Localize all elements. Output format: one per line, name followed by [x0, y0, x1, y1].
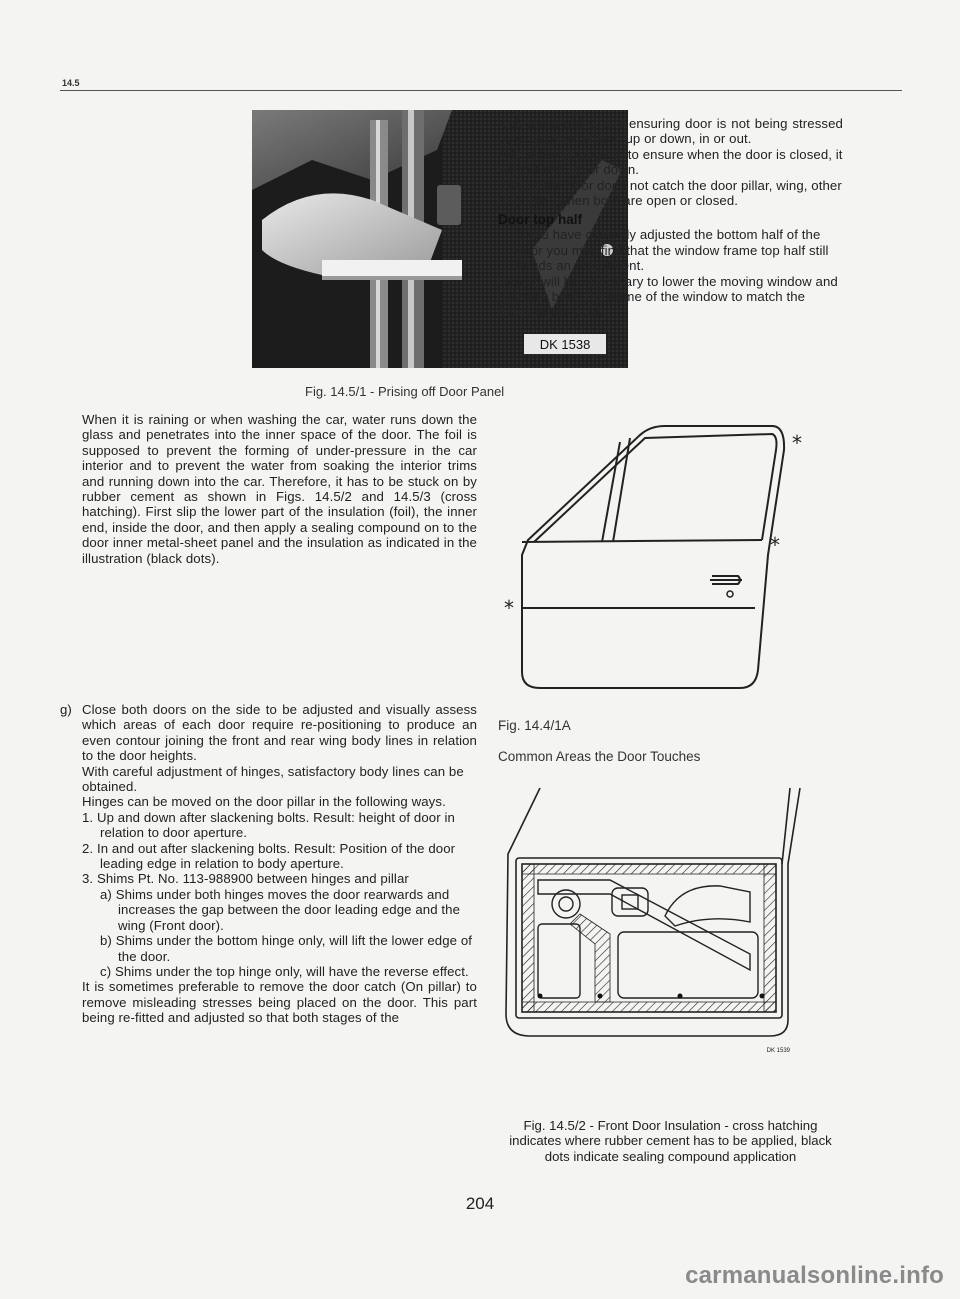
window-paragraph: Here it will be necessary to lower the moving window and carefully bend the frame of the window to match the frame of the door. — [498, 273, 838, 320]
closing-paragraph: It is sometimes preferable to remove the door catch (On pillar) to remove misleading stresses being placed on the door. This part being re-fitted and adjusted so that both stages of the — [82, 979, 477, 1026]
lock-paragraph: lock are working and ensuring door is not being stressed by excessive tension up or down, in or out. — [498, 116, 843, 147]
shim-item-b: b) Shims under the bottom hinge only, will lift the lower edge of the door. — [100, 933, 473, 964]
left-column — [82, 412, 477, 566]
step-g-text2: With careful adjustment of hinges, satisfactory body lines can be obtained. — [82, 763, 464, 795]
hinge-item-1: 1. Up and down after slackening bolts. Result: height of door in relation to door aperture. — [82, 809, 455, 841]
insulation-paragraph: When it is raining or when washing the car, water runs down the glass and penetrates into the inner space of the door. The foil is supposed to prevent the forming of under-pressure in the car interior and to prevent the water from soaking the interior trims and running down into the car. Therefore, it has to be stuck on by rubber cement as shown in Figs. 14.5/2 and 14.5/3 (cross hatching). First slip the lower part of the insulation (foil), the inner end, inside the door, and then apply a sealing compound on to the door inner metal-sheet panel and the insulation as indicated in the illustration (black dots). — [82, 412, 477, 566]
hinge-item-3: 3. Shims Pt. No. 113-988900 between hinges and pillar — [82, 871, 409, 887]
fig1-caption: Fig. 14.5/1 - Prising off Door Panel — [305, 384, 505, 399]
photo-stamp: DK 1538 — [539, 337, 591, 352]
page-number: 204 — [465, 1194, 495, 1213]
touch-marker-middle: * — [770, 533, 780, 557]
touch-marker-bottom: * — [504, 596, 514, 620]
step-label: g) — [60, 702, 72, 717]
step-g-text3: Hinges can be moved on the door pillar in the following ways. — [82, 794, 446, 810]
shim-item-c: c) Shims under the top hinge only, will have the reverse effect. — [100, 963, 469, 979]
pillar-paragraph: Ensure the door does not catch the door pillar, wing, other door etc., when both are open or closed. — [498, 177, 842, 209]
watermark: carmanualsonline.info — [685, 1262, 944, 1289]
fig2-caption: Fig. 14.4/1A — [498, 718, 571, 733]
catch-paragraph: Adjust the door catch to ensure when the door is closed, it will not ride up or down. — [498, 146, 843, 178]
fig2-subcaption: Common Areas the Door Touches — [498, 749, 701, 764]
section-number: 14.5 — [62, 78, 80, 88]
header-rule — [60, 90, 902, 91]
door-top-heading: Door top half — [498, 212, 582, 228]
right-column — [498, 116, 843, 320]
hinge-item-2: 2. In and out after slackening bolts. Result: Position of the door leading edge in relation to body aperture. — [82, 840, 456, 872]
door-outline-diagram — [504, 410, 810, 690]
top-half-paragraph: If you have correctly adjusted the bottom half of the door you may find that the window frame top half still needs an adjustment. — [516, 227, 829, 274]
shim-item-a: a) Shims under both hinges moves the door rearwards and increases the gap between the door leading edge and the wing (Front door). — [100, 886, 461, 933]
touch-marker-top: * — [792, 431, 802, 455]
step-g-block — [82, 702, 477, 1026]
fig3-caption: Fig. 14.5/2 - Front Door Insulation - cross hatching indicates where rubber cement has to be applied, black dots indicate sealing compound application — [509, 1118, 832, 1164]
door-insulation-diagram — [500, 784, 810, 1056]
step-g-text: Close both doors on the side to be adjusted and visually assess which areas of each door require re-positioning to produce an even contour joining the front and rear wing body lines in relation to the door heights. — [82, 702, 477, 764]
fig3-stamp: DK 1539 — [766, 1048, 790, 1054]
